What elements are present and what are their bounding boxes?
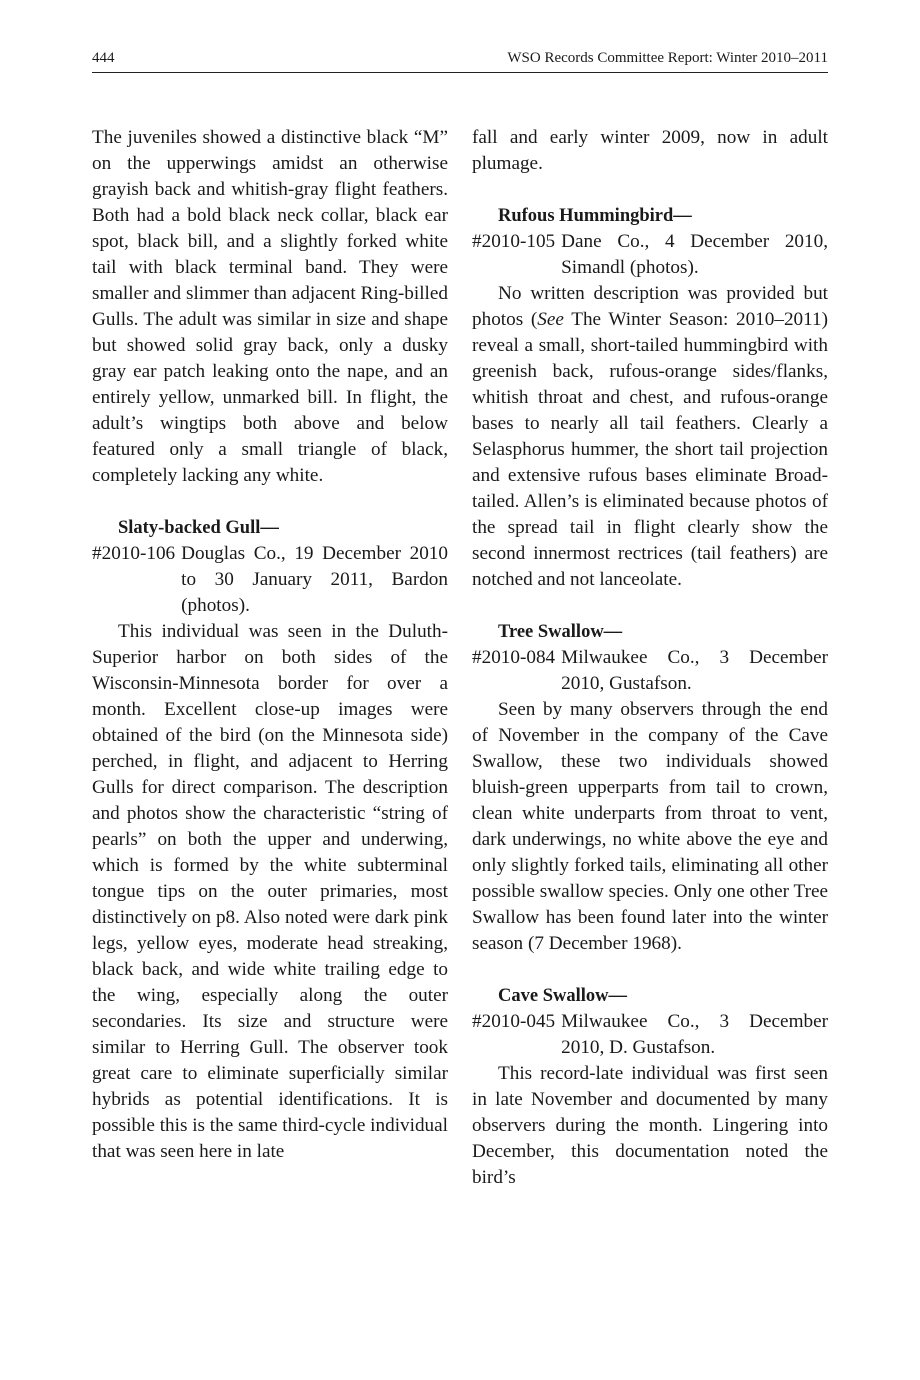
journal-title: WSO Records Committee Report: Winter 2010–2011 (507, 50, 828, 66)
record-number: #2010-105 (472, 231, 556, 252)
species-description-cave-swallow: This record-late individual was first seen in late November and documented by many observers during the month. Lingering into December, this documentation noted the bird’s (472, 1063, 828, 1188)
record-details: Milwaukee Co., 3 December 2010, Gustafson. (561, 647, 828, 694)
species-description-rufous-hummingbird (472, 281, 828, 593)
record-entry-cave-swallow (472, 1009, 828, 1061)
record-number: #2010-084 (472, 647, 556, 668)
species-heading-slaty-backed-gull: Slaty-backed Gull— (118, 518, 279, 538)
record-entry-tree-swallow (472, 645, 828, 697)
record-number: #2010-106 (92, 543, 176, 564)
record-entry-slaty-backed-gull (92, 541, 448, 619)
see-reference: See (537, 309, 564, 330)
species-description-slaty-backed-gull: This individual was seen in the Duluth-Superior harbor on both sides of the Wisconsin-Minnesota border for over a month. Excellent close-up images were obtained of the bird (on the Minnesota side) perched, in flight, and adjacent to Herring Gulls for direct comparison. The description and photos show the characteristic “string of pearls” on both the upper and underwing, which is formed by the white subterminal tongue tips on the outer primaries, most distinctively on p8. Also noted were dark pink legs, yellow eyes, moderate head streaking, black back, and wide white trailing edge to the wing, especially along the outer secondaries. Its size and structure were similar to Herring Gull. The observer took great care to eliminate superficially similar hybrids as potential identifications. It is possible this is the same third-cycle individual that was seen here in late (92, 621, 448, 1162)
record-entry-rufous-hummingbird (472, 229, 828, 281)
left-column (92, 125, 448, 1165)
species-heading-tree-swallow: Tree Swallow— (498, 622, 623, 642)
continuation-paragraph: fall and early winter 2009, now in adult plumage. (472, 127, 828, 174)
species-heading-cave-swallow: Cave Swallow— (498, 986, 627, 1006)
right-column (472, 125, 828, 1191)
running-head (92, 50, 828, 73)
record-number: #2010-045 (472, 1011, 556, 1032)
record-details: Dane Co., 4 December 2010, Simandl (photos). (561, 231, 828, 278)
continuation-paragraph: The juveniles showed a distinctive black “M” on the upperwings amidst an otherwise grayish back and whitish-gray flight feathers. Both had a bold black neck collar, black ear spot, black bill, and a slightly forked white tail with black terminal band. They were smaller and slimmer than adjacent Ring-billed Gulls. The adult was similar in size and shape but showed solid gray back, only a dusky gray ear patch leaking onto the nape, and an entirely yellow, unmarked bill. In flight, the adult’s wingtips both above and below featured only a small triangle of black, completely lacking any white. (92, 127, 448, 486)
species-description-tree-swallow: Seen by many observers through the end of November in the company of the Cave Swallow, these two individuals showed bluish-green upperparts from tail to crown, clean white underparts from throat to vent, dark underwings, no white above the eye and only slightly forked tails, eliminating all other possible swallow species. Only one other Tree Swallow has been found later into the winter season (7 December 1968). (472, 699, 828, 954)
description-end: The Winter Season: 2010–2011) reveal a small, short-tailed hummingbird with greenish back, rufous-orange sides/flanks, whitish throat and chest, and rufous-orange bases to nearly all tail feathers. Clearly a Selasphorus hummer, the short tail projection and extensive rufous bases eliminate Broad-tailed. Allen’s is eliminated because photos of the spread tail in flight clearly show the second innermost rectrices (tail feathers) are notched and not lanceolate. (472, 309, 828, 590)
species-heading-rufous-hummingbird: Rufous Hummingbird— (498, 206, 692, 226)
record-details: Douglas Co., 19 December 2010 to 30 January 2011, Bardon (photos). (181, 543, 448, 616)
record-details: Milwaukee Co., 3 December 2010, D. Gustafson. (561, 1011, 828, 1058)
description-start: No written description was provided but photos ( (472, 283, 828, 330)
page-number: 444 (92, 50, 115, 66)
